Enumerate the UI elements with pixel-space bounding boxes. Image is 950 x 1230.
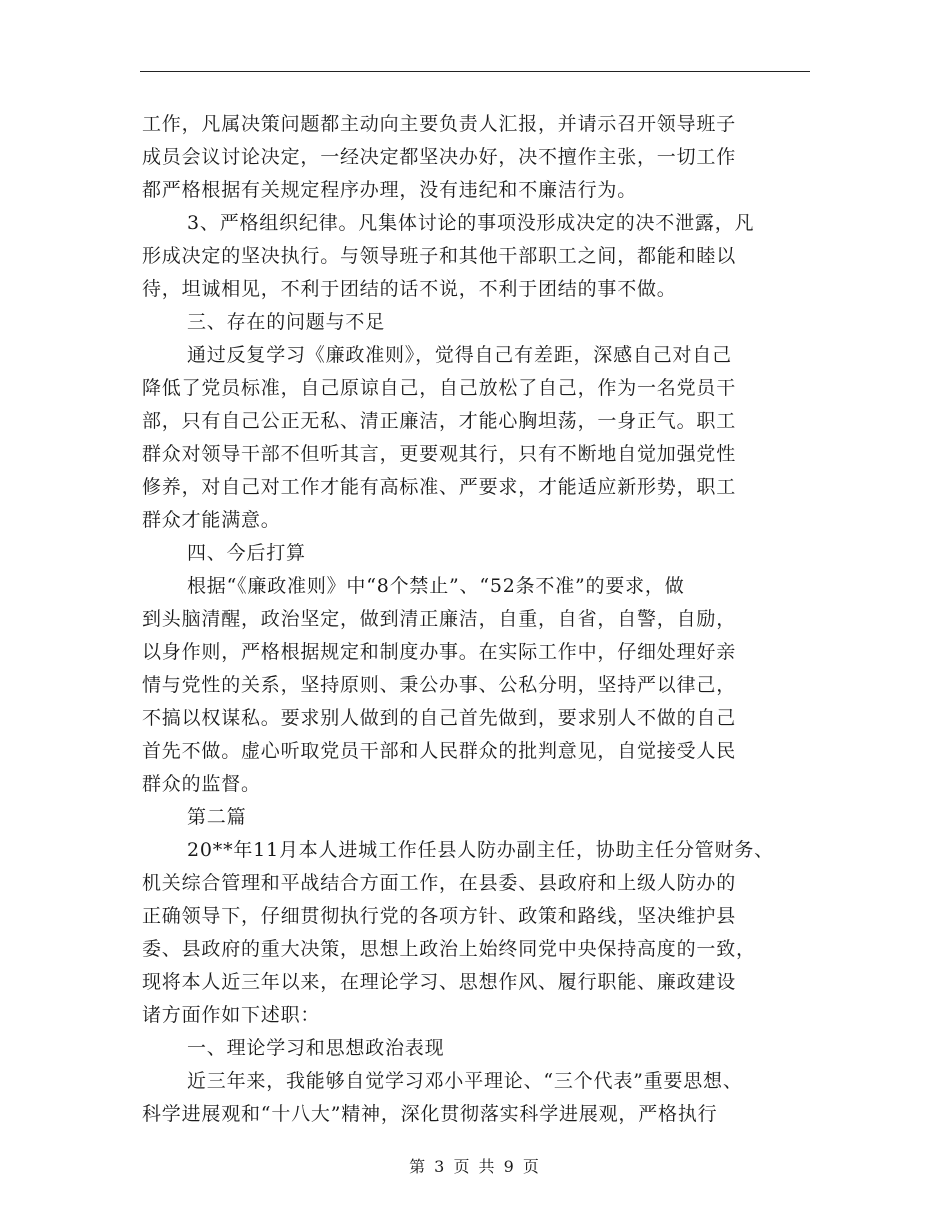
paragraph-start-line: 第二篇 (187, 806, 247, 828)
paragraph-line: 群众对领导干部不但听其言，更要观其行，只有不断地自觉加强党性 (142, 443, 737, 465)
paragraph-line: 都严格根据有关规定程序办理，没有违纪和不廉洁行为。 (142, 179, 638, 201)
paragraph-line: 正确领导下，仔细贯彻执行党的各项方针、政策和路线，坚决维护县 (142, 905, 737, 927)
header-rule (140, 71, 810, 72)
paragraph-start-line: 20**年11月本人进城工作任县人防办副主任，协助主任分管财务、 (187, 839, 774, 861)
paragraph-start-line: 通过反复学习《廉政准则》，觉得自己有差距，深感自己对自己 (187, 344, 732, 366)
paragraph-line: 首先不做。虚心听取党员干部和人民群众的批判意见，自觉接受人民 (142, 740, 737, 762)
paragraph-start-line: 根据“《廉政准则》中“8个禁止”、“52条不准”的要求，做 (187, 575, 685, 597)
document-body (142, 108, 822, 1131)
paragraph-line: 待，坦诚相见，不利于团结的话不说，不利于团结的事不做。 (142, 278, 677, 300)
paragraph-start-line: 四、今后打算 (187, 542, 306, 564)
paragraph-line: 部，只有自己公正无私、清正廉洁，才能心胸坦荡，一身正气。职工 (142, 410, 737, 432)
paragraph-line: 情与党性的关系，坚持原则、秉公办事、公私分明，坚持严以律己， (142, 674, 737, 696)
paragraph-start-line: 三、存在的问题与不足 (187, 311, 386, 333)
paragraph-start-line: 一、理论学习和思想政治表现 (187, 1037, 445, 1059)
paragraph-line: 科学进展观和“十八大”精神，深化贯彻落实科学进展观，严格执行 (142, 1103, 718, 1125)
page-number: 第 3 页 共 9 页 (409, 1157, 541, 1176)
paragraph-line: 以身作则，严格根据规定和制度办事。在实际工作中，仔细处理好亲 (142, 641, 737, 663)
paragraph-line: 委、县政府的重大决策，思想上政治上始终同党中央保持高度的一致， (142, 938, 756, 960)
paragraph-line: 不搞以权谋私。要求别人做到的自己首先做到，要求别人不做的自己 (142, 707, 737, 729)
paragraph-line: 现将本人近三年以来，在理论学习、思想作风、履行职能、廉政建设 (142, 971, 737, 993)
paragraph-line: 群众才能满意。 (142, 509, 281, 531)
paragraph-line: 成员会议讨论决定，一经决定都坚决办好，决不擅作主张，一切工作 (142, 146, 737, 168)
paragraph-line: 工作，凡属决策问题都主动向主要负责人汇报，并请示召开领导班子 (142, 113, 737, 135)
paragraph-line: 到头脑清醒，政治坚定，做到清正廉洁，自重，自省，自警，自励， (142, 608, 737, 630)
paragraph-start-line: 3、严格组织纪律。凡集体讨论的事项没形成决定的决不泄露，凡 (187, 212, 755, 234)
paragraph-start-line: 近三年来，我能够自觉学习邓小平理论、“三个代表”重要思想、 (187, 1070, 743, 1092)
paragraph-line: 诸方面作如下述职： (142, 1004, 321, 1026)
paragraph-line: 机关综合管理和平战结合方面工作，在县委、县政府和上级人防办的 (142, 872, 737, 894)
paragraph-line: 群众的监督。 (142, 773, 261, 795)
paragraph-line: 形成决定的坚决执行。与领导班子和其他干部职工之间，都能和睦以 (142, 245, 737, 267)
paragraph-line: 降低了党员标准，自己原谅自己，自己放松了自己，作为一名党员干 (142, 377, 737, 399)
paragraph-line: 修养，对自己对工作才能有高标准、严要求，才能适应新形势，职工 (142, 476, 737, 498)
